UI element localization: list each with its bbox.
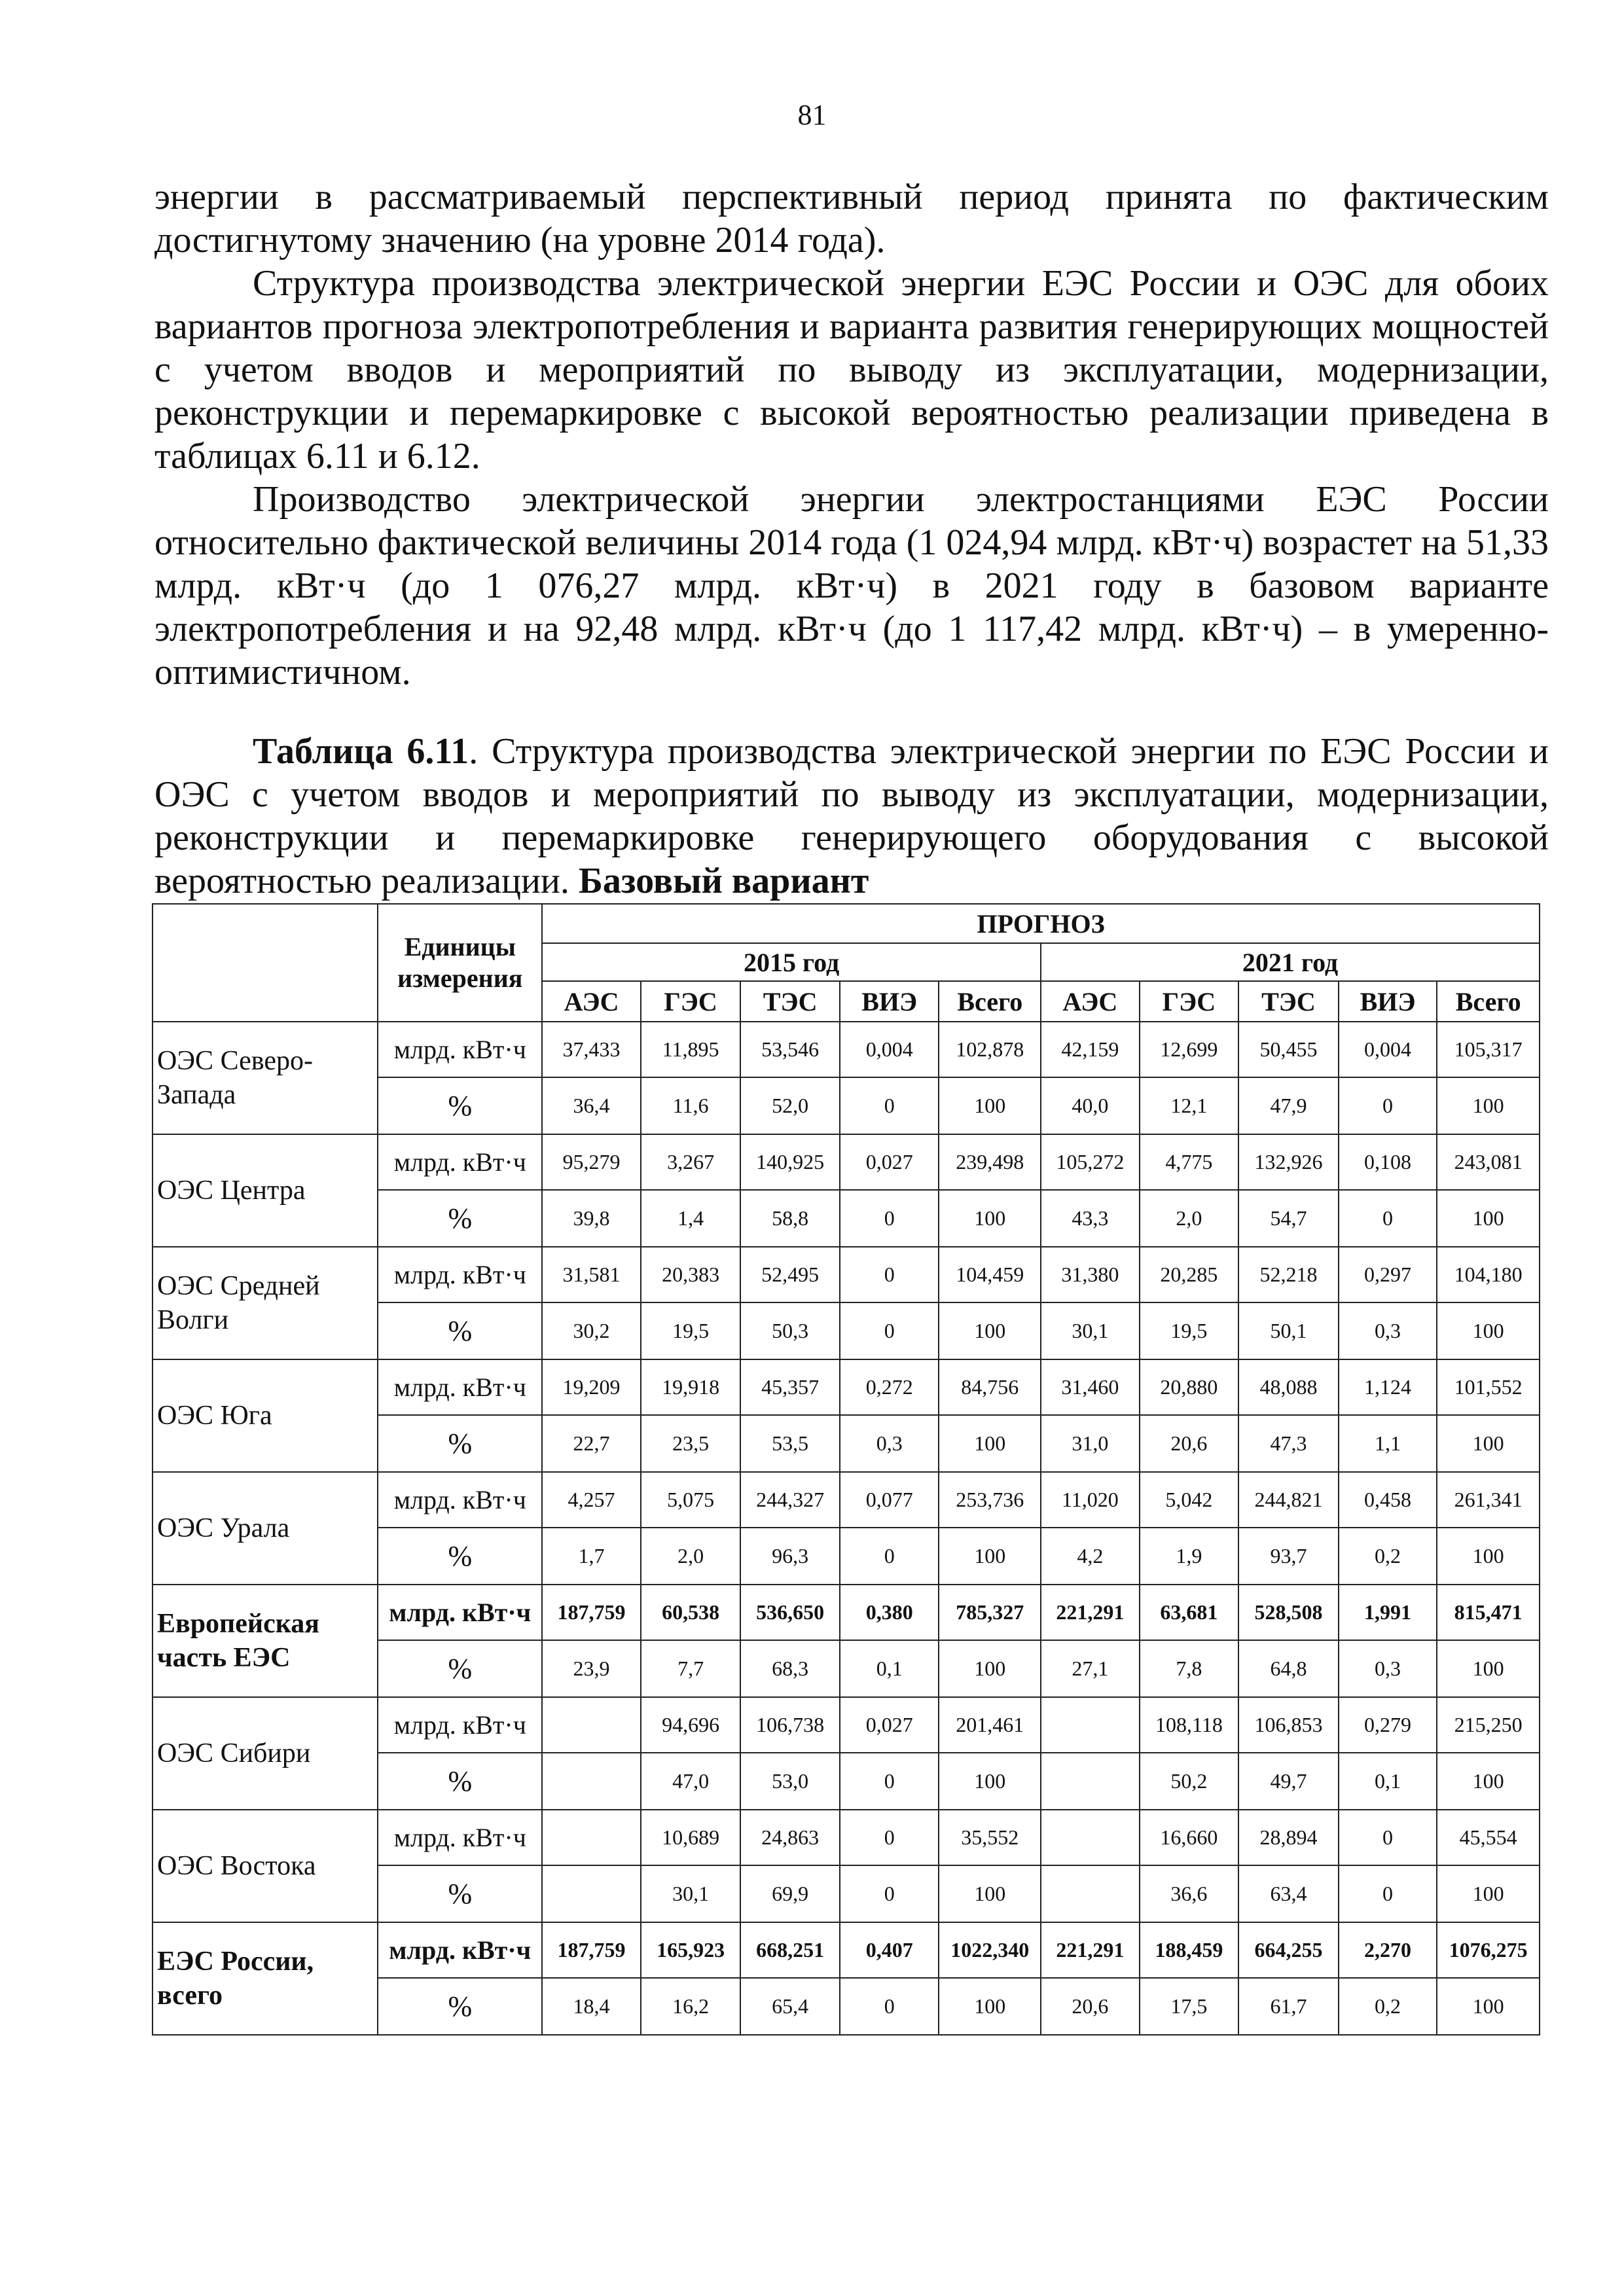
percent-cell: 50,1 xyxy=(1238,1302,1339,1359)
table-row xyxy=(153,1697,1540,1753)
table-row xyxy=(153,1134,1540,1190)
percent-cell: 1,4 xyxy=(641,1190,741,1247)
table-row xyxy=(153,1022,1540,1077)
energy-cell: 0,027 xyxy=(840,1697,939,1753)
percent-cell: 50,3 xyxy=(740,1302,840,1359)
percent-cell: 36,4 xyxy=(542,1077,641,1134)
percent-cell: 7,7 xyxy=(641,1640,741,1697)
percent-cell: 31,0 xyxy=(1041,1415,1140,1472)
energy-cell: 37,433 xyxy=(542,1022,641,1077)
energy-cell: 102,878 xyxy=(939,1022,1041,1077)
percent-cell: 54,7 xyxy=(1238,1190,1339,1247)
energy-cell: 244,327 xyxy=(740,1472,840,1528)
percent-cell: 58,8 xyxy=(740,1190,840,1247)
percent-cell: 100 xyxy=(939,1753,1041,1810)
percent-cell: 47,9 xyxy=(1238,1077,1339,1134)
percent-cell: 0,2 xyxy=(1339,1978,1437,2035)
percent-cell: 53,0 xyxy=(740,1753,840,1810)
energy-cell: 0 xyxy=(840,1810,939,1865)
column-header: ТЭС xyxy=(1238,981,1339,1022)
energy-cell: 187,759 xyxy=(542,1585,641,1640)
region-name: ОЭС Центра xyxy=(153,1134,378,1247)
percent-cell: 100 xyxy=(939,1302,1041,1359)
energy-cell: 1,124 xyxy=(1339,1359,1437,1415)
region-name: ОЭС Востока xyxy=(153,1810,378,1922)
percent-cell: 23,9 xyxy=(542,1640,641,1697)
production-structure-table xyxy=(152,903,1540,2036)
energy-cell: 0,279 xyxy=(1339,1697,1437,1753)
percent-cell: 0 xyxy=(1339,1077,1437,1134)
energy-cell: 132,926 xyxy=(1238,1134,1339,1190)
paragraph-3: Производство электрической энергии электростанциями ЕЭС России относительно фактической величины 2014 года (1 024,94 млрд. кВт·ч) возрастет на 51,33 млрд. кВт·ч (до 1 076,27 млрд. кВт·ч) в 2021 году в базовом варианте электропотребления и на 92,48 млрд. кВт·ч (до 1 117,42 млрд. кВт·ч) – в умеренно-оптимистичном. xyxy=(154,479,1549,692)
energy-cell: 28,894 xyxy=(1238,1810,1339,1865)
column-header: ВИЭ xyxy=(840,981,939,1022)
energy-cell: 243,081 xyxy=(1437,1134,1540,1190)
percent-cell: 43,3 xyxy=(1041,1190,1140,1247)
region-name: ОЭС Средней Волги xyxy=(153,1247,378,1359)
energy-cell: 60,538 xyxy=(641,1585,741,1640)
energy-cell: 0,458 xyxy=(1339,1472,1437,1528)
energy-cell: 105,317 xyxy=(1437,1022,1540,1077)
percent-cell: 0 xyxy=(840,1753,939,1810)
percent-cell: 49,7 xyxy=(1238,1753,1339,1810)
unit-percent: % xyxy=(378,1978,542,2035)
energy-cell: 108,118 xyxy=(1140,1697,1239,1753)
energy-cell: 106,853 xyxy=(1238,1697,1339,1753)
table-row xyxy=(153,1472,1540,1528)
energy-cell: 668,251 xyxy=(740,1922,840,1978)
percent-cell: 100 xyxy=(939,1528,1041,1585)
year-2015-header: 2015 год xyxy=(542,943,1041,981)
column-header: АЭС xyxy=(1041,981,1140,1022)
energy-cell: 244,821 xyxy=(1238,1472,1339,1528)
percent-cell: 7,8 xyxy=(1140,1640,1239,1697)
unit-energy: млрд. кВт·ч xyxy=(378,1359,542,1415)
percent-cell: 0,3 xyxy=(840,1415,939,1472)
table-caption xyxy=(154,730,1549,903)
region-name: ЕЭС России, всего xyxy=(153,1922,378,2035)
percent-cell: 0,2 xyxy=(1339,1528,1437,1585)
energy-cell: 4,775 xyxy=(1140,1134,1239,1190)
units-header: Единицы измерения xyxy=(378,904,542,1022)
percent-cell: 40,0 xyxy=(1041,1077,1140,1134)
energy-cell: 0,004 xyxy=(1339,1022,1437,1077)
percent-cell: 69,9 xyxy=(740,1865,840,1922)
energy-cell: 140,925 xyxy=(740,1134,840,1190)
percent-cell: 0,1 xyxy=(1339,1753,1437,1810)
unit-percent: % xyxy=(378,1528,542,1585)
table-row xyxy=(153,1585,1540,1640)
percent-cell: 100 xyxy=(1437,1190,1540,1247)
region-name: ОЭС Урала xyxy=(153,1472,378,1585)
percent-cell: 22,7 xyxy=(542,1415,641,1472)
percent-cell: 30,1 xyxy=(641,1865,741,1922)
energy-cell: 165,923 xyxy=(641,1922,741,1978)
energy-cell xyxy=(1041,1810,1140,1865)
year-2021-header: 2021 год xyxy=(1041,943,1540,981)
energy-cell: 94,696 xyxy=(641,1697,741,1753)
region-name: ОЭС Юга xyxy=(153,1359,378,1472)
percent-cell: 39,8 xyxy=(542,1190,641,1247)
percent-cell: 1,7 xyxy=(542,1528,641,1585)
unit-percent: % xyxy=(378,1415,542,1472)
unit-percent: % xyxy=(378,1190,542,1247)
percent-cell xyxy=(542,1753,641,1810)
energy-cell: 10,689 xyxy=(641,1810,741,1865)
unit-energy: млрд. кВт·ч xyxy=(378,1247,542,1302)
percent-cell xyxy=(1041,1865,1140,1922)
percent-cell: 100 xyxy=(939,1190,1041,1247)
table-caption-variant: Базовый вариант xyxy=(578,861,869,901)
unit-energy: млрд. кВт·ч xyxy=(378,1585,542,1640)
percent-cell: 11,6 xyxy=(641,1077,741,1134)
unit-energy: млрд. кВт·ч xyxy=(378,1022,542,1077)
unit-percent: % xyxy=(378,1077,542,1134)
percent-cell: 100 xyxy=(1437,1077,1540,1134)
paragraph-1: энергии в рассматриваемый перспективный период принята по фактическим достигнутому значению (на уровне 2014 года). xyxy=(154,177,1549,260)
energy-cell xyxy=(542,1810,641,1865)
percent-cell: 23,5 xyxy=(641,1415,741,1472)
energy-cell: 24,863 xyxy=(740,1810,840,1865)
unit-energy: млрд. кВт·ч xyxy=(378,1697,542,1753)
energy-cell: 16,660 xyxy=(1140,1810,1239,1865)
energy-cell: 11,020 xyxy=(1041,1472,1140,1528)
percent-cell: 0 xyxy=(840,1077,939,1134)
energy-cell: 221,291 xyxy=(1041,1585,1140,1640)
column-header: ТЭС xyxy=(740,981,840,1022)
energy-cell: 5,075 xyxy=(641,1472,741,1528)
energy-cell: 19,209 xyxy=(542,1359,641,1415)
percent-cell: 0 xyxy=(1339,1190,1437,1247)
paragraph-2: Структура производства электрической энергии ЕЭС России и ОЭС для обоих вариантов прогноза электропотребления и варианта развития генерирующих мощностей с учетом вводов и мероприятий по выводу из эксплуатации, модернизации, реконструкции и перемаркировке с высокой вероятностью реализации приведена в таблицах 6.11 и 6.12. xyxy=(154,263,1549,476)
energy-cell: 1022,340 xyxy=(939,1922,1041,1978)
percent-cell: 0,3 xyxy=(1339,1640,1437,1697)
energy-cell: 261,341 xyxy=(1437,1472,1540,1528)
unit-energy: млрд. кВт·ч xyxy=(378,1472,542,1528)
energy-cell: 106,738 xyxy=(740,1697,840,1753)
energy-cell: 528,508 xyxy=(1238,1585,1339,1640)
percent-cell xyxy=(1041,1753,1140,1810)
percent-cell: 2,0 xyxy=(1140,1190,1239,1247)
percent-cell: 19,5 xyxy=(641,1302,741,1359)
energy-cell: 20,285 xyxy=(1140,1247,1239,1302)
energy-cell: 0 xyxy=(1339,1810,1437,1865)
percent-cell: 100 xyxy=(939,1640,1041,1697)
percent-cell: 4,2 xyxy=(1041,1528,1140,1585)
percent-cell: 27,1 xyxy=(1041,1640,1140,1697)
percent-cell: 100 xyxy=(1437,1302,1540,1359)
percent-cell xyxy=(542,1865,641,1922)
energy-cell: 0,407 xyxy=(840,1922,939,1978)
column-header: ВИЭ xyxy=(1339,981,1437,1022)
energy-cell: 0,077 xyxy=(840,1472,939,1528)
energy-cell: 785,327 xyxy=(939,1585,1041,1640)
unit-percent: % xyxy=(378,1753,542,1810)
percent-cell: 100 xyxy=(939,1415,1041,1472)
energy-cell: 0,380 xyxy=(840,1585,939,1640)
percent-cell: 52,0 xyxy=(740,1077,840,1134)
energy-cell: 101,552 xyxy=(1437,1359,1540,1415)
energy-cell: 4,257 xyxy=(542,1472,641,1528)
energy-cell: 215,250 xyxy=(1437,1697,1540,1753)
column-header: Всего xyxy=(1437,981,1540,1022)
percent-cell: 17,5 xyxy=(1140,1978,1239,2035)
region-name: Европейская часть ЕЭС xyxy=(153,1585,378,1697)
body-text xyxy=(154,175,1549,694)
header-empty-cell xyxy=(153,904,378,1022)
energy-cell: 5,042 xyxy=(1140,1472,1239,1528)
energy-cell: 104,180 xyxy=(1437,1247,1540,1302)
percent-cell: 0,3 xyxy=(1339,1302,1437,1359)
page-number: 81 xyxy=(797,99,827,131)
percent-cell: 100 xyxy=(1437,1753,1540,1810)
percent-cell: 0 xyxy=(840,1302,939,1359)
percent-cell: 100 xyxy=(1437,1865,1540,1922)
table-row xyxy=(153,1922,1540,1978)
percent-cell: 96,3 xyxy=(740,1528,840,1585)
percent-cell: 20,6 xyxy=(1041,1978,1140,2035)
percent-cell: 0 xyxy=(1339,1865,1437,1922)
energy-cell: 0,272 xyxy=(840,1359,939,1415)
energy-cell: 20,880 xyxy=(1140,1359,1239,1415)
energy-cell: 42,159 xyxy=(1041,1022,1140,1077)
percent-cell: 1,9 xyxy=(1140,1528,1239,1585)
percent-cell: 61,7 xyxy=(1238,1978,1339,2035)
energy-cell: 104,459 xyxy=(939,1247,1041,1302)
energy-cell: 253,736 xyxy=(939,1472,1041,1528)
percent-cell: 30,2 xyxy=(542,1302,641,1359)
percent-cell: 18,4 xyxy=(542,1978,641,2035)
percent-cell: 100 xyxy=(939,1978,1041,2035)
column-header: ГЭС xyxy=(1140,981,1239,1022)
percent-cell: 93,7 xyxy=(1238,1528,1339,1585)
percent-cell: 100 xyxy=(939,1865,1041,1922)
energy-cell: 52,495 xyxy=(740,1247,840,1302)
column-header: ГЭС xyxy=(641,981,741,1022)
percent-cell: 20,6 xyxy=(1140,1415,1239,1472)
percent-cell: 2,0 xyxy=(641,1528,741,1585)
unit-percent: % xyxy=(378,1865,542,1922)
energy-cell: 815,471 xyxy=(1437,1585,1540,1640)
table-row xyxy=(153,1359,1540,1415)
region-name: ОЭС Сибири xyxy=(153,1697,378,1810)
percent-cell: 19,5 xyxy=(1140,1302,1239,1359)
region-name: ОЭС Северо-Запада xyxy=(153,1022,378,1134)
percent-cell: 53,5 xyxy=(740,1415,840,1472)
energy-cell: 1076,275 xyxy=(1437,1922,1540,1978)
percent-cell: 63,4 xyxy=(1238,1865,1339,1922)
percent-cell: 65,4 xyxy=(740,1978,840,2035)
energy-cell: 12,699 xyxy=(1140,1022,1239,1077)
energy-cell: 52,218 xyxy=(1238,1247,1339,1302)
percent-cell: 0 xyxy=(840,1190,939,1247)
percent-cell: 50,2 xyxy=(1140,1753,1239,1810)
energy-cell: 187,759 xyxy=(542,1922,641,1978)
energy-cell: 31,380 xyxy=(1041,1247,1140,1302)
percent-cell: 100 xyxy=(1437,1415,1540,1472)
energy-cell: 0,004 xyxy=(840,1022,939,1077)
energy-cell: 20,383 xyxy=(641,1247,741,1302)
percent-cell: 100 xyxy=(1437,1640,1540,1697)
energy-cell xyxy=(1041,1697,1140,1753)
energy-cell: 105,272 xyxy=(1041,1134,1140,1190)
energy-cell: 53,546 xyxy=(740,1022,840,1077)
energy-cell: 0 xyxy=(840,1247,939,1302)
energy-cell: 11,895 xyxy=(641,1022,741,1077)
table-caption-text: . Структура производства электрической энергии по ЕЭС России и ОЭС с учетом вводов и мероприятий по выводу из эксплуатации, модернизации, реконструкции и перемаркировке генерирующего оборудования с высокой вероятностью реализации. xyxy=(154,731,1549,901)
percent-cell: 1,1 xyxy=(1339,1415,1437,1472)
unit-percent: % xyxy=(378,1640,542,1697)
percent-cell: 0 xyxy=(840,1865,939,1922)
table-row xyxy=(153,1810,1540,1865)
energy-cell: 664,255 xyxy=(1238,1922,1339,1978)
energy-cell: 0,297 xyxy=(1339,1247,1437,1302)
percent-cell: 16,2 xyxy=(641,1978,741,2035)
percent-cell: 36,6 xyxy=(1140,1865,1239,1922)
energy-cell: 31,581 xyxy=(542,1247,641,1302)
energy-cell: 95,279 xyxy=(542,1134,641,1190)
energy-cell xyxy=(542,1697,641,1753)
energy-cell: 0,108 xyxy=(1339,1134,1437,1190)
forecast-header: ПРОГНОЗ xyxy=(542,904,1540,943)
energy-cell: 19,918 xyxy=(641,1359,741,1415)
unit-energy: млрд. кВт·ч xyxy=(378,1922,542,1978)
energy-cell: 45,554 xyxy=(1437,1810,1540,1865)
percent-cell: 0 xyxy=(840,1528,939,1585)
energy-cell: 31,460 xyxy=(1041,1359,1140,1415)
percent-cell: 47,0 xyxy=(641,1753,741,1810)
percent-cell: 0,1 xyxy=(840,1640,939,1697)
column-header: Всего xyxy=(939,981,1041,1022)
percent-cell: 100 xyxy=(939,1077,1041,1134)
percent-cell: 47,3 xyxy=(1238,1415,1339,1472)
energy-cell: 48,088 xyxy=(1238,1359,1339,1415)
energy-cell: 63,681 xyxy=(1140,1585,1239,1640)
percent-cell: 100 xyxy=(1437,1528,1540,1585)
energy-cell: 2,270 xyxy=(1339,1922,1437,1978)
percent-cell: 12,1 xyxy=(1140,1077,1239,1134)
unit-percent: % xyxy=(378,1302,542,1359)
percent-cell: 0 xyxy=(840,1978,939,2035)
percent-cell: 30,1 xyxy=(1041,1302,1140,1359)
energy-cell: 3,267 xyxy=(641,1134,741,1190)
energy-cell: 45,357 xyxy=(740,1359,840,1415)
energy-cell: 239,498 xyxy=(939,1134,1041,1190)
table-caption-label: Таблица 6.11 xyxy=(253,731,469,772)
energy-cell: 221,291 xyxy=(1041,1922,1140,1978)
unit-energy: млрд. кВт·ч xyxy=(378,1810,542,1865)
energy-cell: 188,459 xyxy=(1140,1922,1239,1978)
energy-cell: 0,027 xyxy=(840,1134,939,1190)
table-row xyxy=(153,1247,1540,1302)
energy-cell: 536,650 xyxy=(740,1585,840,1640)
unit-energy: млрд. кВт·ч xyxy=(378,1134,542,1190)
percent-cell: 100 xyxy=(1437,1978,1540,2035)
energy-cell: 50,455 xyxy=(1238,1022,1339,1077)
column-header: АЭС xyxy=(542,981,641,1022)
energy-cell: 84,756 xyxy=(939,1359,1041,1415)
percent-cell: 68,3 xyxy=(740,1640,840,1697)
energy-cell: 201,461 xyxy=(939,1697,1041,1753)
energy-cell: 1,991 xyxy=(1339,1585,1437,1640)
energy-cell: 35,552 xyxy=(939,1810,1041,1865)
percent-cell: 64,8 xyxy=(1238,1640,1339,1697)
